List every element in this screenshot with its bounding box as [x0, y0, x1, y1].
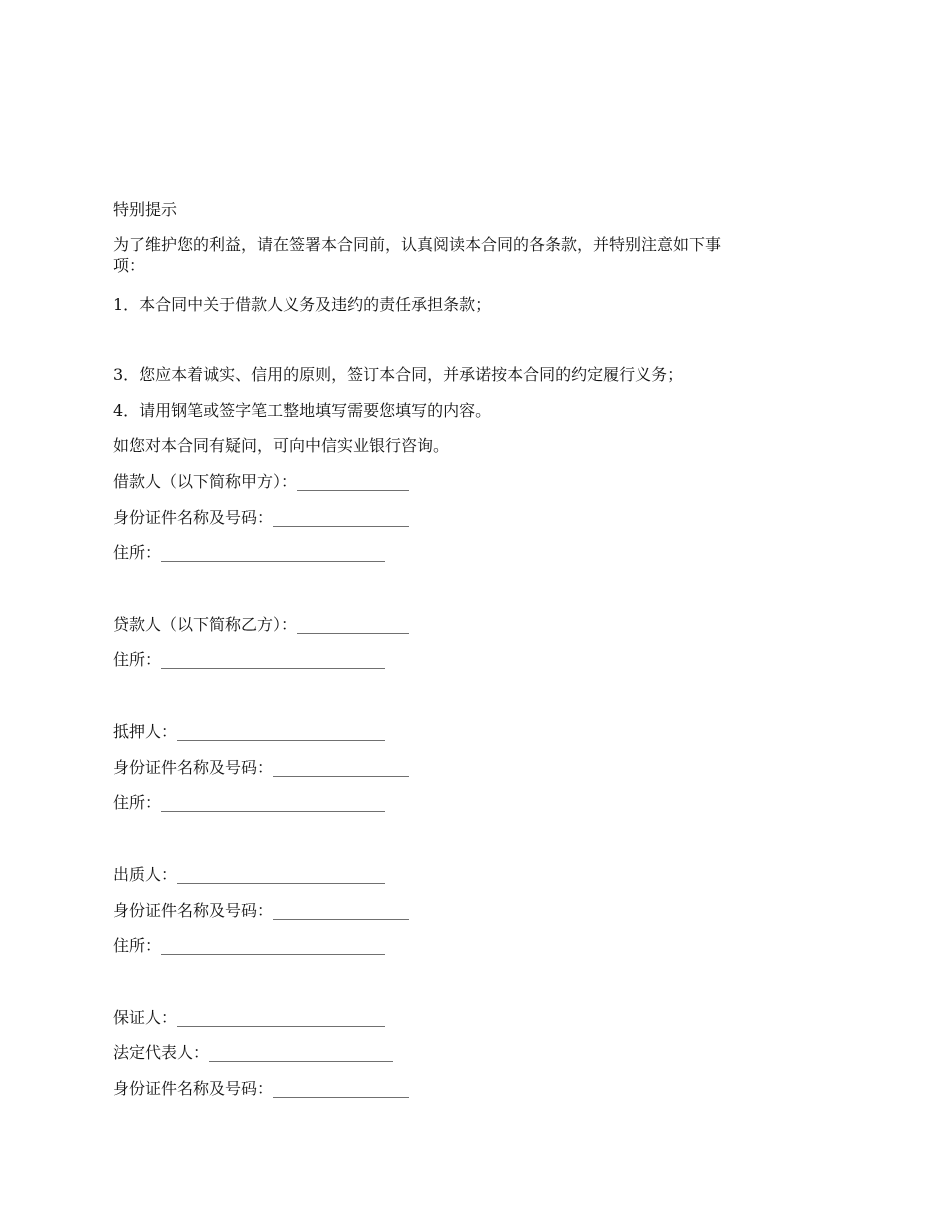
notice-item-3: 3．您应本着诚实、信用的原则，签订本合同，并承诺按本合同的约定履行义务； [113, 365, 684, 384]
mortgagor-name-field: 抵押人：__________________________ [113, 722, 386, 741]
guarantor-legal-rep-field: 法定代表人：_______________________ [113, 1043, 394, 1062]
borrower-address-field: 住所：____________________________ [113, 543, 386, 562]
borrower-name-field: 借款人（以下简称甲方）：______________ [113, 472, 410, 491]
notice-intro-line1: 为了维护您的利益，请在签署本合同前，认真阅读本合同的各条款，并特别注意如下事 [113, 235, 722, 254]
notice-closing: 如您对本合同有疑问，可向中信实业银行咨询。 [113, 436, 450, 455]
notice-heading: 特别提示 [113, 200, 178, 219]
notice-intro-line2: 项： [113, 256, 146, 275]
lender-address-field: 住所：____________________________ [113, 650, 386, 669]
pledgor-name-field: 出质人：__________________________ [113, 865, 386, 884]
mortgagor-id-field: 身份证件名称及号码：_________________ [113, 758, 410, 777]
notice-item-1: 1．本合同中关于借款人义务及违约的责任承担条款； [113, 295, 492, 314]
notice-item-4: 4．请用钢笔或签字笔工整地填写需要您填写的内容。 [113, 401, 492, 420]
guarantor-name-field: 保证人：__________________________ [113, 1008, 386, 1027]
mortgagor-address-field: 住所：____________________________ [113, 793, 386, 812]
pledgor-address-field: 住所：____________________________ [113, 936, 386, 955]
borrower-id-field: 身份证件名称及号码：_________________ [113, 508, 410, 527]
lender-name-field: 贷款人（以下简称乙方）：______________ [113, 615, 410, 634]
guarantor-id-field: 身份证件名称及号码：_________________ [113, 1079, 410, 1098]
pledgor-id-field: 身份证件名称及号码：_________________ [113, 901, 410, 920]
